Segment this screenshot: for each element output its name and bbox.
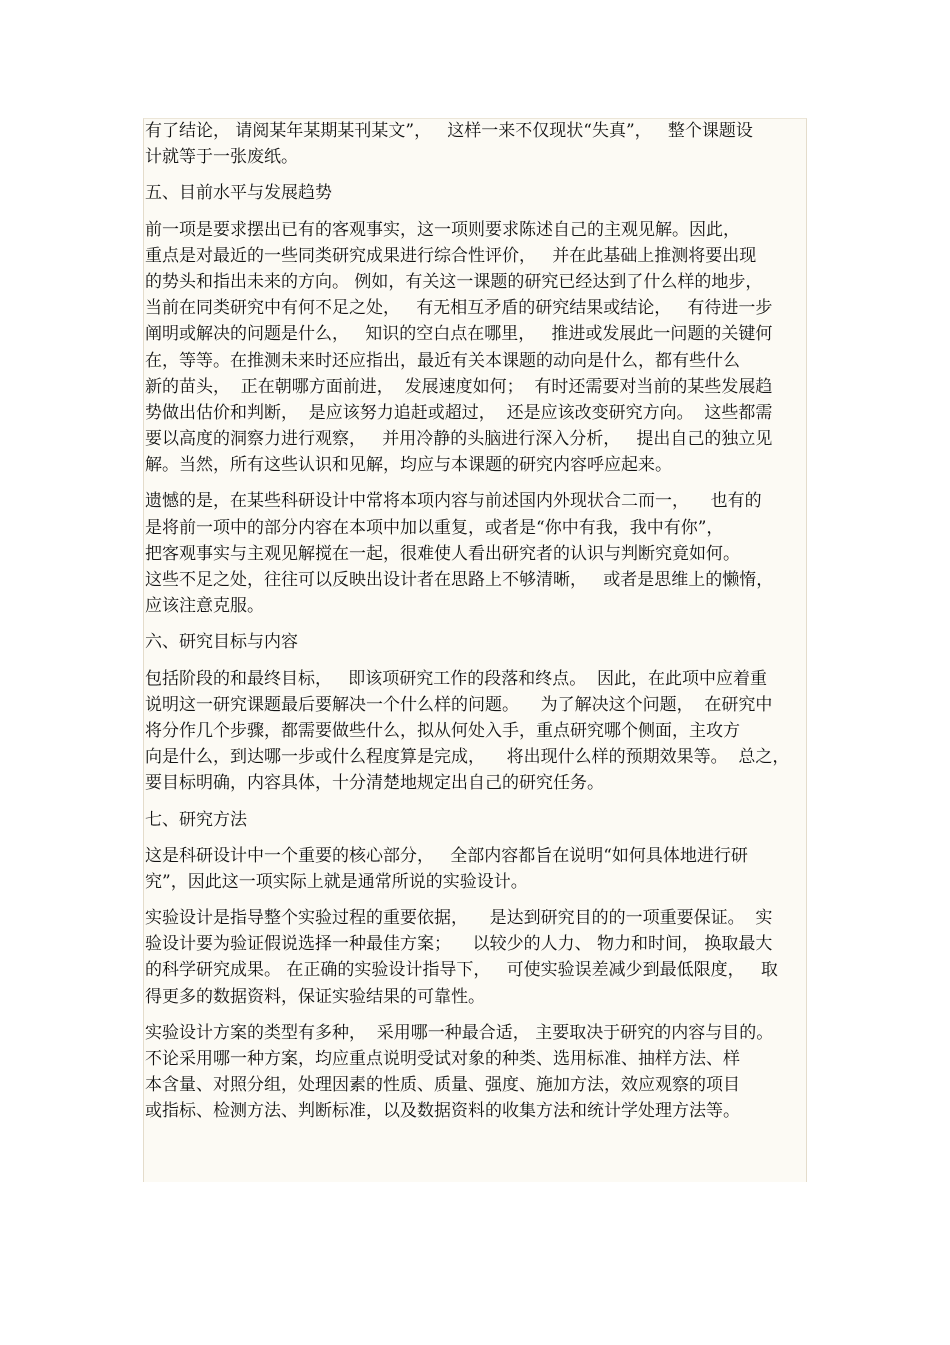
text-line: 要目标明确，内容具体，十分清楚地规定出自己的研究任务。 (145, 773, 604, 794)
text-line: 遗憾的是，在某些科研设计中常将本项内容与前述国内外现状合二而一， 也有的 (145, 491, 762, 512)
text-line: 的势头和指出未来的方向。 例如，有关这一课题的研究已经达到了什么样的地步， (145, 271, 763, 292)
paragraph (145, 843, 809, 895)
text-line: 说明这一研究课题最后要解决一个什么样的问题。 为了解决这个问题， 在研究中 (145, 694, 773, 715)
section-heading (145, 629, 809, 655)
paragraph (145, 1020, 809, 1125)
text-line: 有了结论， 请阅某年某期某刊某文”， 这样一来不仅现状“失真”， 整个课题设 (145, 121, 753, 141)
text-line: 这些不足之处，往往可以反映出设计者在思路上不够清晰， 或者是思维上的懒惰， (145, 570, 774, 590)
text-line: 解。当然，所有这些认识和见解，均应与本课题的研究内容呼应起来。 (145, 455, 672, 476)
text-line: 向是什么，到达哪一步或什么程度算是完成， 将出现什么样的预期效果等。 总之， (145, 747, 790, 768)
text-line: 的科学研究成果。 在正确的实验设计指导下， 可使实验误差减少到最低限度， 取 (145, 960, 778, 981)
paragraph (145, 217, 809, 479)
paragraph (145, 905, 809, 1010)
text-line: 六、研究目标与内容 (145, 632, 298, 653)
text-line: 前一项是要求摆出已有的客观事实，这一项则要求陈述自己的主观见解。因此， (145, 219, 740, 240)
paragraph (145, 118, 809, 170)
text-line: 将分作几个步骤，都需要做些什么，拟从何处入手，重点研究哪个侧面，主攻方 (145, 720, 740, 741)
text-line: 实验设计是指导整个实验过程的重要依据， 是达到研究目的的一项重要保证。 实 (145, 908, 773, 929)
section-heading (145, 807, 809, 833)
text-line: 重点是对最近的一些同类研究成果进行综合性评价， 并在此基础上推测将要出现 (145, 245, 757, 266)
paragraph (145, 666, 809, 797)
text-line: 究”，因此这一项实际上就是通常所说的实验设计。 (145, 871, 528, 892)
document-body (145, 118, 809, 1182)
text-line: 不论采用哪一种方案，均应重点说明受试对象的种类、选用标准、抽样方法、样 (145, 1049, 740, 1069)
text-line: 本含量、对照分组，处理因素的性质、质量、强度、施加方法，效应观察的项目 (145, 1075, 740, 1096)
text-line: 包括阶段的和最终目标， 即该项研究工作的段落和终点。 因此，在此项中应着重 (145, 668, 768, 689)
text-line: 七、研究方法 (145, 809, 247, 830)
text-line: 验设计要为验证假说选择一种最佳方案； 以较少的人力、 物力和时间， 换取最大 (145, 934, 773, 955)
text-line: 得更多的数据资料，保证实验结果的可靠性。 (145, 986, 485, 1007)
text-line: 阐明或解决的问题是什么， 知识的空白点在哪里， 推进或发展此一问题的关键何 (145, 324, 773, 345)
paragraph (145, 488, 809, 619)
text-line: 五、目前水平与发展趋势 (145, 183, 332, 204)
text-line: 是将前一项中的部分内容在本项中加以重复，或者是“你中有我，我中有你”， (145, 517, 724, 538)
text-line: 应该注意克服。 (145, 596, 264, 617)
text-line: 新的苗头， 正在朝哪方面前进， 发展速度如何； 有时还需要对当前的某些发展趋 (145, 376, 773, 397)
text-line: 势做出估价和判断， 是应该努力追赶或超过， 还是应该改变研究方向。 这些都需 (145, 402, 773, 423)
text-line: 当前在同类研究中有何不足之处， 有无相互矛盾的研究结果或结论， 有待进一步 (145, 298, 773, 319)
section-heading (145, 180, 809, 206)
text-line: 要以高度的洞察力进行观察， 并用冷静的头脑进行深入分析， 提出自己的独立见 (145, 429, 773, 450)
text-line: 在，等等。在推测未来时还应指出，最近有关本课题的动向是什么，都有些什么 (145, 350, 740, 371)
text-line: 这是科研设计中一个重要的核心部分， 全部内容都旨在说明“如何具体地进行研 (145, 845, 748, 866)
text-line: 或指标、检测方法、判断标准，以及数据资料的收集方法和统计学处理方法等。 (145, 1101, 740, 1122)
text-line: 计就等于一张废纸。 (145, 147, 298, 168)
text-line: 把客观事实与主观见解搅在一起，很难使人看出研究者的认识与判断究竟如何。 (145, 543, 740, 564)
text-line: 实验设计方案的类型有多种， 采用哪一种最合适， 主要取决于研究的内容与目的。 (145, 1022, 774, 1043)
